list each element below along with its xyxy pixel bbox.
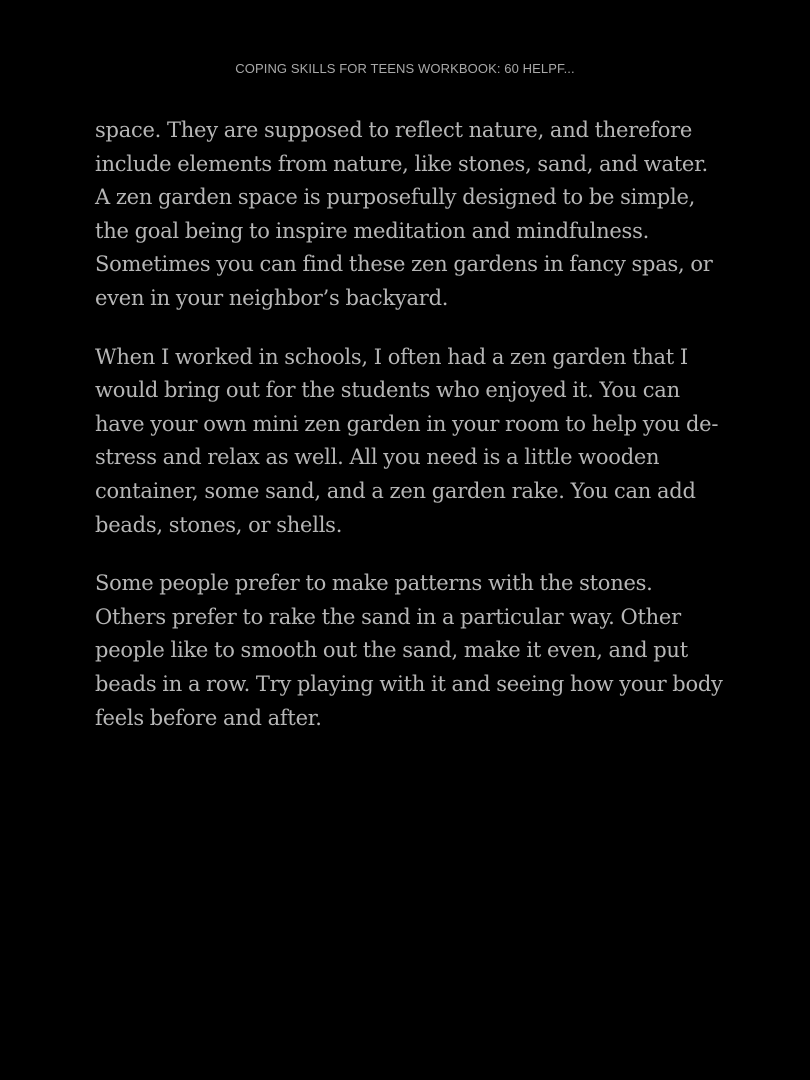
paragraph: When I worked in schools, I often had a zen garden that I would bring out for the students who enjoyed it. You can have your own mini zen garden in your room to help you de-stress and relax as well. All you need is a little wooden container, some sand, and a zen garden rake. You can add beads, stones, or shells. [95, 344, 719, 537]
page-text [95, 114, 727, 760]
paragraph: Some people prefer to make patterns with the stones. Others prefer to rake the sand in a particular way. Other people like to smooth out the sand, make it even, and put beads in a row. Try playing with it and seeing how your body feels before and after. [95, 571, 723, 730]
paragraph: space. They are supposed to reflect nature, and therefore include elements from nature, like stones, sand, and water. A zen garden space is purposefully designed to be simple, the goal being to inspire meditation and mindfulness. Sometimes you can find these zen gardens in fancy spas, or even in your neighbor’s backyard. [95, 118, 713, 310]
book-title[interactable]: COPING SKILLS FOR TEENS WORKBOOK: 60 HELPF... [235, 61, 575, 76]
